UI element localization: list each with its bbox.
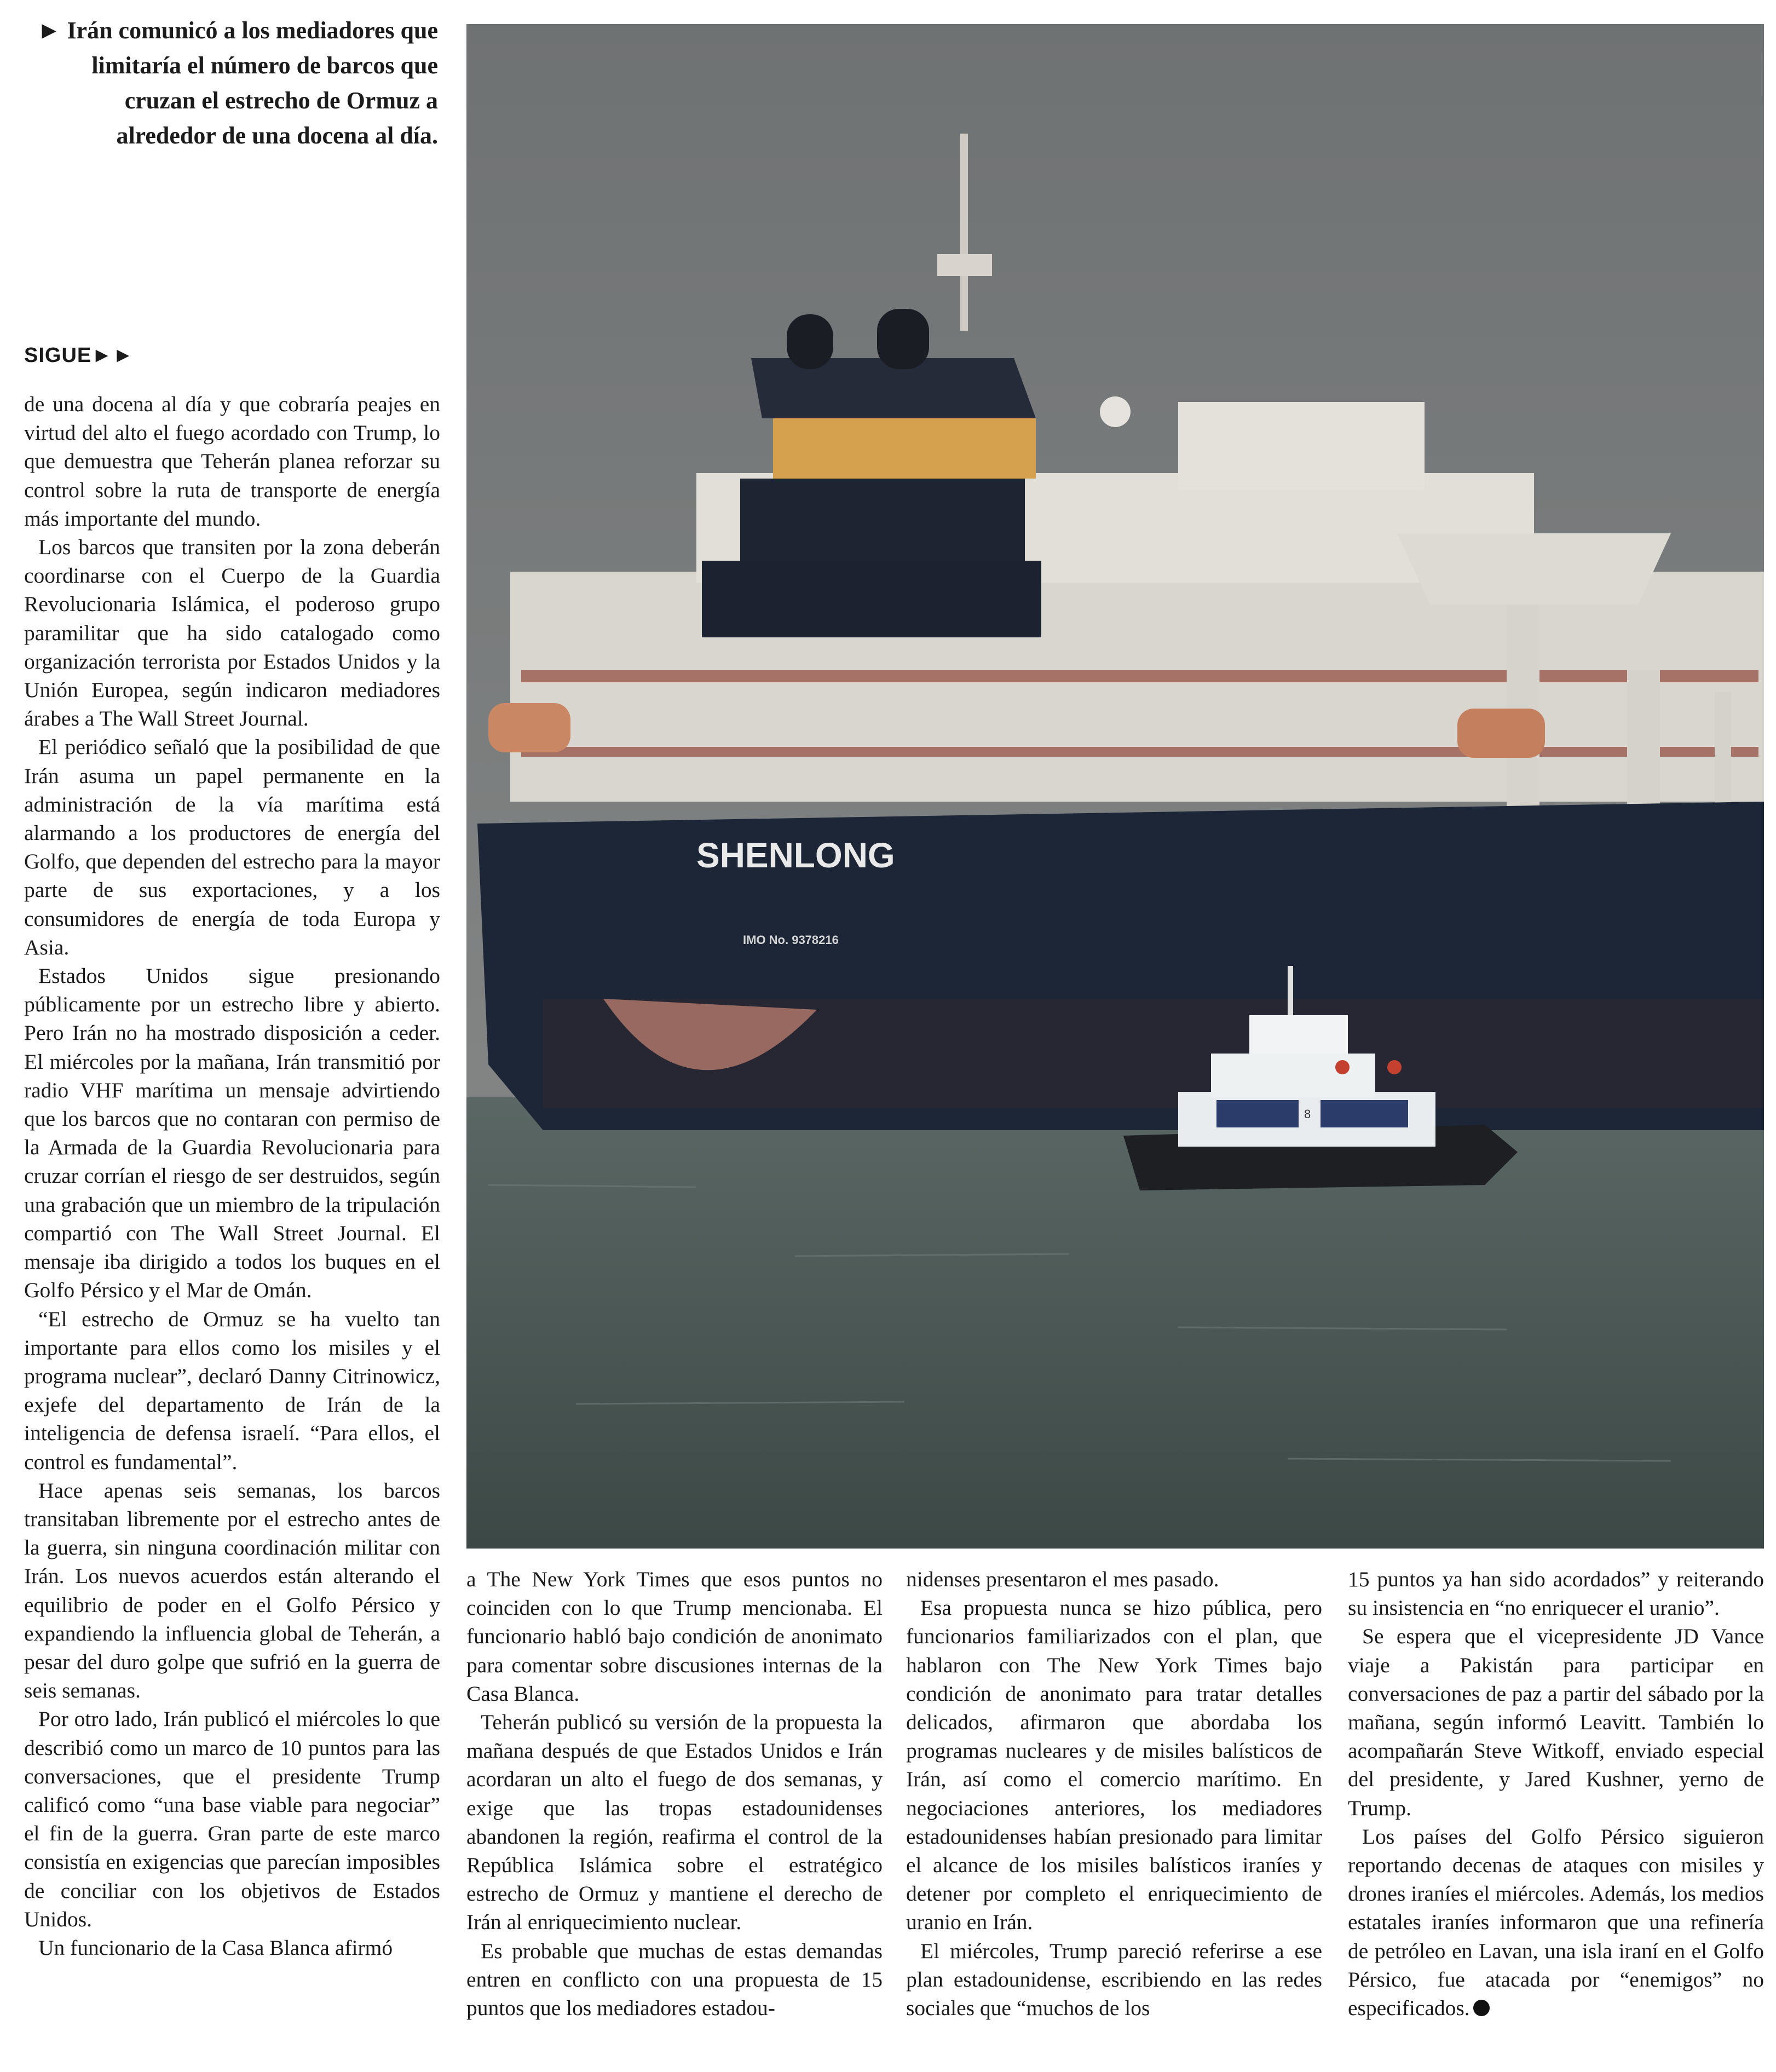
column1-paragraph-8: Un funcionario de la Casa Blanca afirmó [38,1935,393,1960]
column2-paragraph-3: Es probable que muchas de estas demandas entren en conflicto con una propuesta de 15 puntos que los mediadores estadou- [466,1938,883,2021]
article-column-2 [466,1565,883,2022]
tug-number-label: 8 [1304,1107,1311,1121]
article-end-mark-icon [1473,2000,1490,2016]
column3-paragraph-2: Esa propuesta nunca se hizo pública, pero funcionarios familiarizados con el plan, que hablaron con The New York Times bajo condición de anonimato para tratar detalles delicados, afirmaron que abordaba los programas nucleares y de misiles balísticos de Irán, así como el comercio marítimo. En negociaciones anteriores, los mediadores estadounidenses habían presionado para limitar el alcance de los misiles balísticos iraníes y detener por completo el enriquecimiento de uranio en Irán. [906,1596,1322,1935]
column3-paragraph-1: nidenses presentaron el mes pasado. [906,1567,1219,1591]
caption-marker-icon: ► [37,17,61,44]
sigue-arrows-icon: ►► [91,344,134,367]
ship-name-label: SHENLONG [696,836,895,875]
column4-paragraph-3 [1348,1822,1764,2022]
article-column-3 [906,1565,1322,2022]
column1-paragraph-1: de una docena al día y que cobraría peajes en virtud del alto el fuego acordado con Trump, lo que demuestra que Teherán planea reforzar su control sobre la ruta de transporte de energía más importante del mundo. [24,392,440,531]
caption-text: Irán comunicó a los mediadores que limitaría el número de barcos que cruzan el estrecho de Ormuz a alrededor de una docena al día. [67,17,438,149]
ship-imo-label: IMO No. 9378216 [743,933,839,947]
column1-paragraph-6: Hace apenas seis semanas, los barcos transitaban libremente por el estrecho antes de la guerra, sin ninguna coordinación militar con Irán. Los nuevos acuerdos están alterando el equilibrio de poder en el Golfo Pérsico y expandiendo la influencia global de Teherán, a pesar del duro golpe que sufrió en la guerra de seis semanas. [24,1478,440,1703]
column1-paragraph-7: Por otro lado, Irán publicó el miércoles lo que describió como un marco de 10 puntos para las conversaciones, que el presidente Trump calificó como “una base viable para negociar” el fin de la guerra. Gran parte de este marco consistía en exigencias que parecían imposibles de conciliar con los objetivos de Estados Unidos. [24,1707,440,1931]
sigue-text: SIGUE [24,344,92,367]
column2-paragraph-1: a The New York Times que esos puntos no coinciden con lo que Trump mencionaba. El funcionario habló bajo condición de anonimato para comentar sobre discusiones internas de la Casa Blanca. [466,1567,883,1706]
column3-paragraph-3: El miércoles, Trump pareció referirse a ese plan estadounidense, escribiendo en las redes sociales que “muchos de los [906,1938,1322,2021]
column1-paragraph-4: Estados Unidos sigue presionando públicamente por un estrecho libre y abierto. Pero Irán no ha mostrado disposición a ceder. El miércoles por la mañana, Irán transmitió por radio VHF marítima un mensaje advirtiendo que los barcos que no contaran con permiso de la Armada de la Guardia Revolucionaria para cruzar corrían el riesgo de ser destruidos, según una grabación que un miembro de la tripulación compartió con The Wall Street Journal. El mensaje iba dirigido a todos los buques en el Golfo Pérsico y el Mar de Omán. [24,964,440,1303]
photo-caption [33,13,438,153]
column1-paragraph-3: El periódico señaló que la posibilidad de que Irán asuma un papel permanente en la administración de la vía marítima está alarmando a los productores de energía del Golfo, que dependen del estrecho para la mayor parte de sus exportaciones, y a los consumidores de energía de toda Europa y Asia. [24,735,440,959]
column4-paragraph-1: 15 puntos ya han sido acordados” y reiterando su insistencia en “no enriquecer el uranio”. [1348,1567,1764,1620]
continued-label [24,344,134,367]
tanker-photo [466,24,1764,1549]
column4-paragraph-2: Se espera que el vicepresidente JD Vance viaje a Pakistán para participar en conversaciones de paz a partir del sábado por la mañana, según informó Leavitt. También lo acompañarán Steve Witkoff, enviado especial del presidente, y Jared Kushner, yerno de Trump. [1348,1624,1764,1820]
column2-paragraph-2: Teherán publicó su versión de la propuesta la mañana después de que Estados Unidos e Irán acordaran un alto el fuego de dos semanas, y exige que las tropas estadounidenses abandonen la región, reafirma el control de la República Islámica sobre el estratégico estrecho de Ormuz y mantiene el derecho de Irán al enriquecimiento nuclear. [466,1710,883,1935]
column1-paragraph-2: Los barcos que transiten por la zona deberán coordinarse con el Cuerpo de la Guardia Revolucionaria Islámica, el poderoso grupo paramilitar que ha sido catalogado como organización terrorista por Estados Unidos y la Unión Europea, según indicaron mediadores árabes a The Wall Street Journal. [24,535,440,731]
column1-paragraph-5: “El estrecho de Ormuz se ha vuelto tan importante para ellos como los misiles y el programa nuclear”, declaró Danny Citrinowicz, exjefe del departamento de Irán de la inteligencia de defensa israelí. “Para ellos, el control es fundamental”. [24,1306,440,1474]
article-column-1 [24,390,440,1962]
article-column-4 [1348,1565,1764,2022]
column4-paragraph-3-text: Los países del Golfo Pérsico siguieron reportando decenas de ataques con misiles y drones iraníes el miércoles. Además, los medios estatales iraníes informaron que una refinería de petróleo en Lavan, una isla iraní en el Golfo Pérsico, fue atacada por “enemigos” no especificados. [1348,1824,1764,2021]
